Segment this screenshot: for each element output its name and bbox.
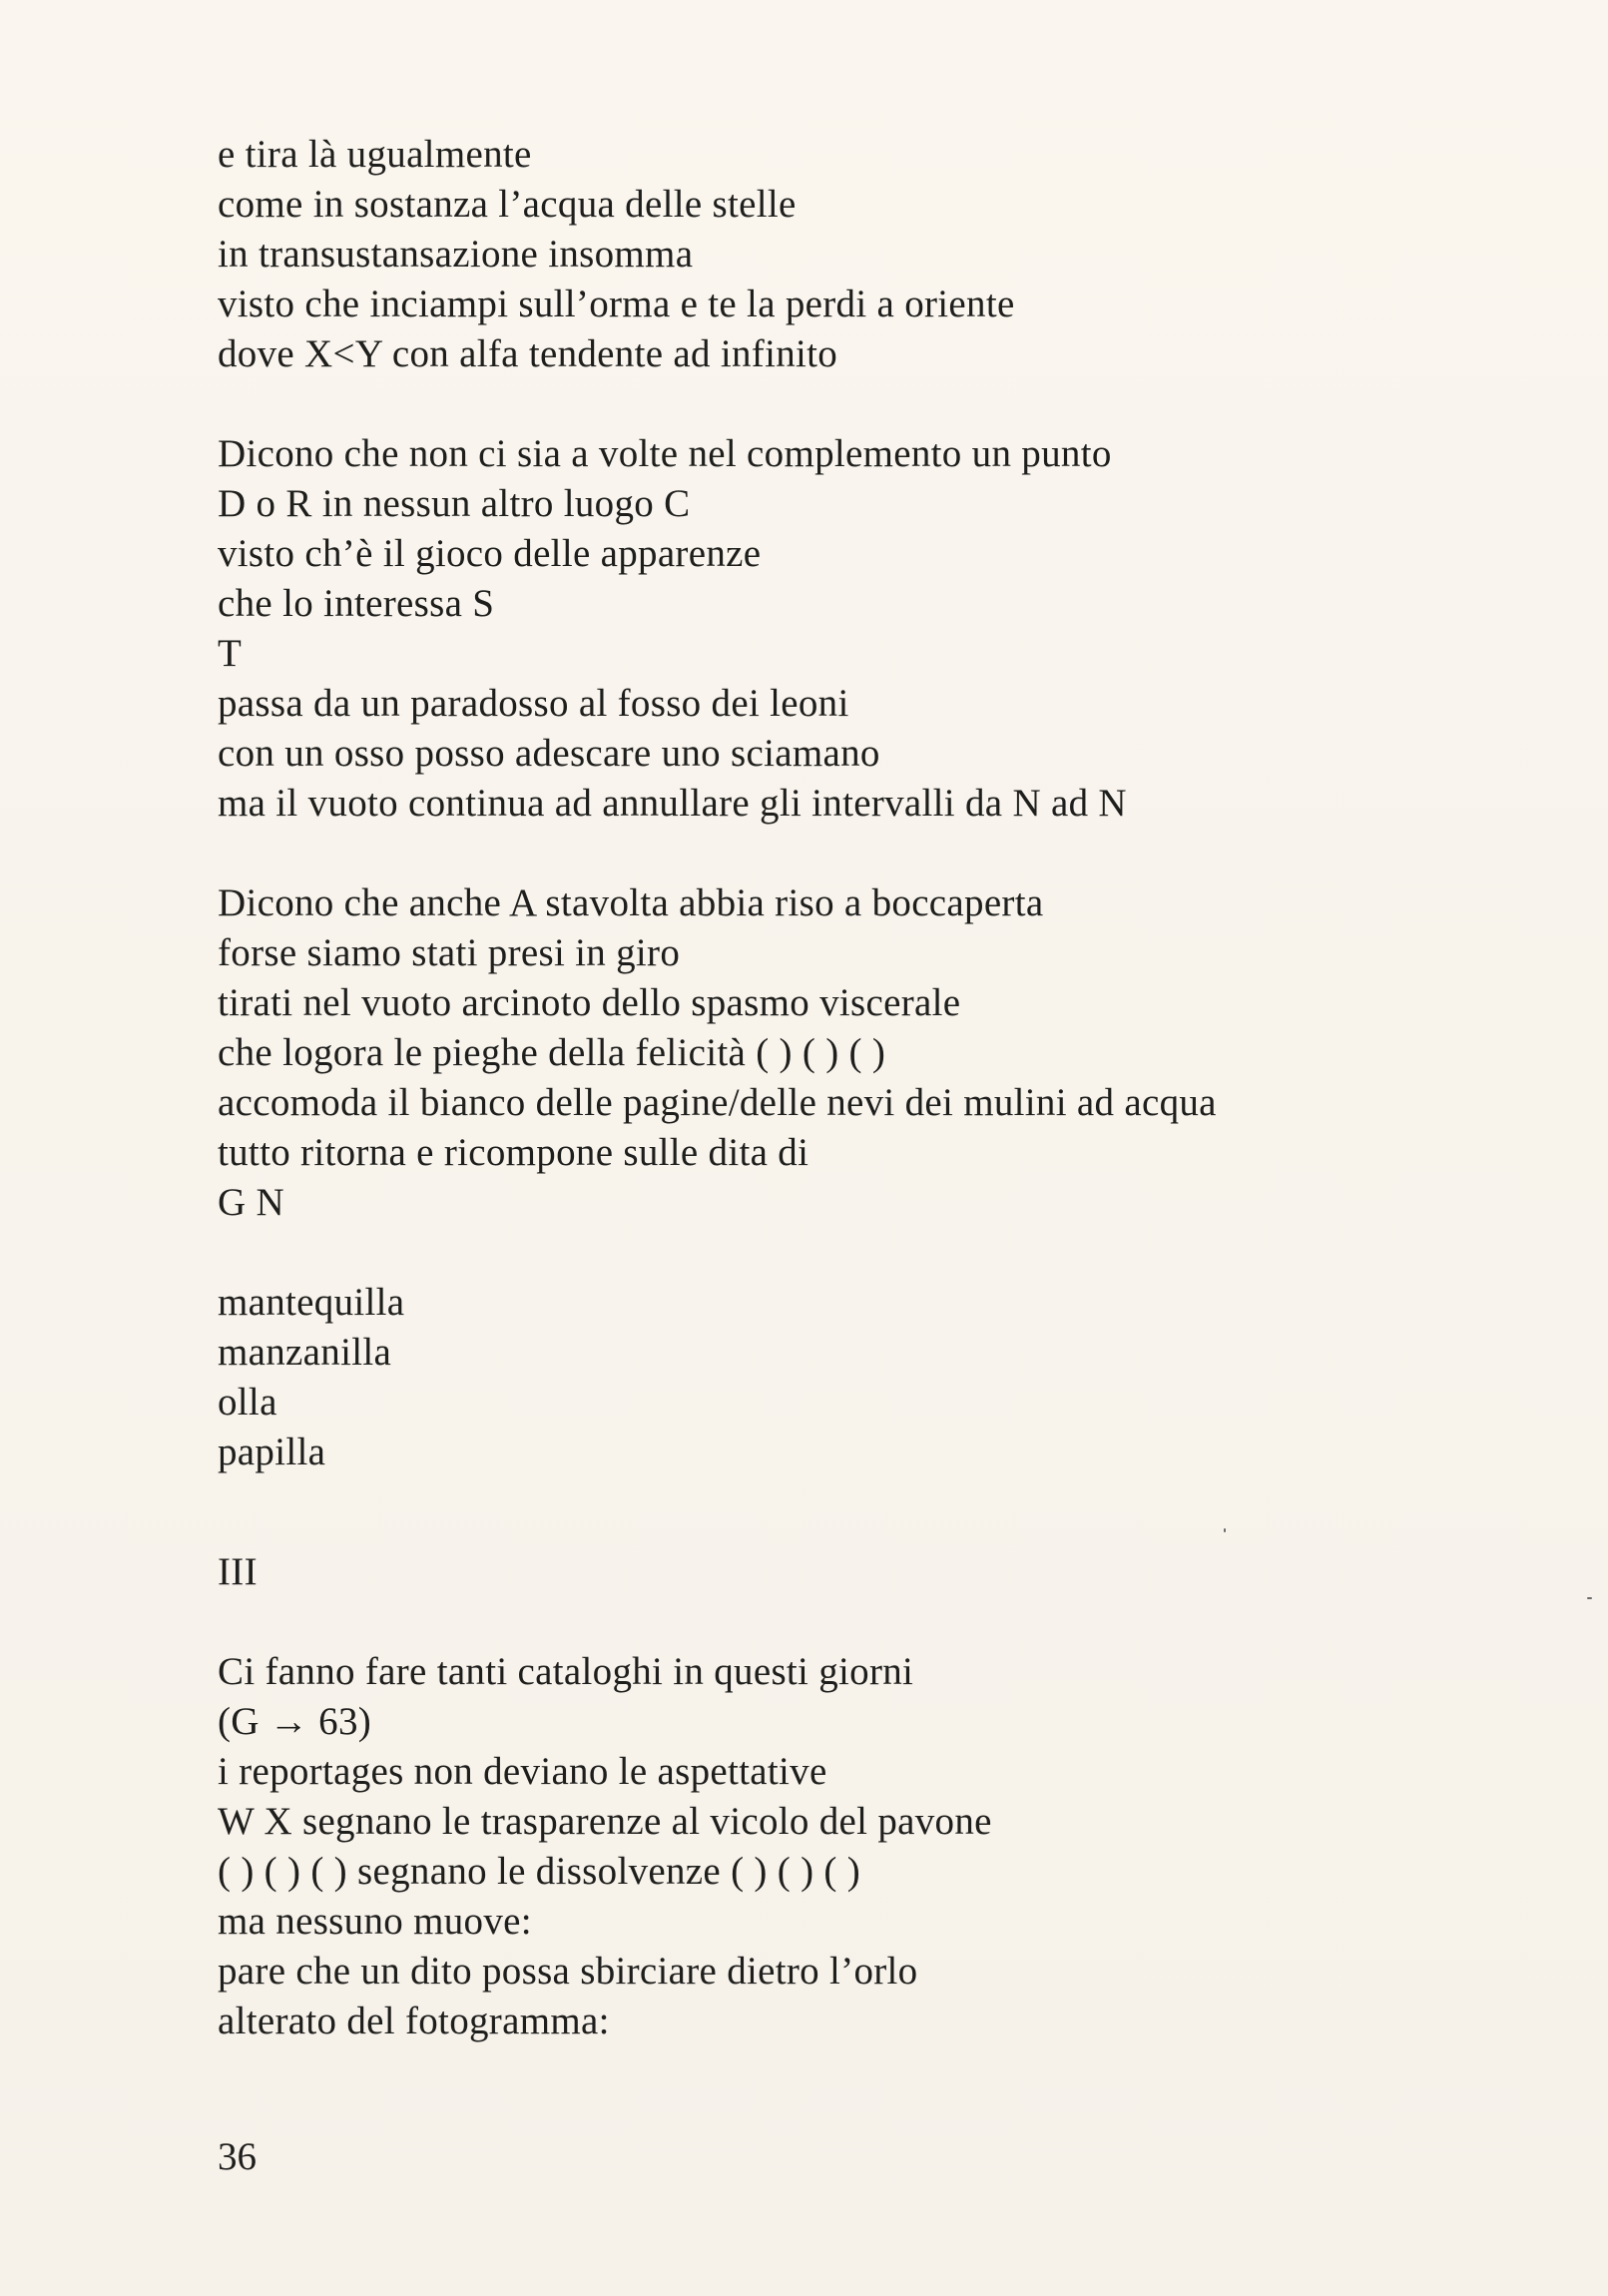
page-number: 36 (218, 2135, 257, 2178)
poem-line: mantequilla (218, 1281, 405, 1324)
poem-line: tutto ritorna e ricompone sulle dita di (218, 1131, 809, 1174)
paper-speck (1224, 1528, 1226, 1532)
poem-line: passa da un paradosso al fosso dei leoni (218, 682, 849, 725)
poem-line: papilla (218, 1431, 326, 1473)
poem-line: ma nessuno muove: (218, 1900, 532, 1943)
poem-line: con un osso posso adescare uno sciamano (218, 732, 880, 775)
poem-line: tirati nel vuoto arcinoto dello spasmo viscerale (218, 981, 961, 1024)
poem-body (218, 130, 1535, 2096)
paper-speck (1587, 1597, 1592, 1599)
poem-line: ma il vuoto continua ad annullare gli intervalli da N ad N (218, 782, 1127, 825)
poem-line: visto ch’è il gioco delle apparenze (218, 532, 762, 575)
poem-line: che logora le pieghe della felicità ( ) ( ) ( ) (218, 1031, 886, 1074)
poem-line: manzanilla (218, 1331, 392, 1374)
poem-line: dove X<Y con alfa tendente ad infinito (218, 332, 838, 375)
poem-line: pare che un dito possa sbirciare dietro l’orlo (218, 1950, 918, 1993)
poem-line: (G → 63) (218, 1700, 372, 1743)
poem-line: i reportages non deviano le aspettative (218, 1750, 827, 1793)
poem-line: visto che inciampi sull’orma e te la perdi a oriente (218, 283, 1015, 325)
stanza-2 (218, 429, 1535, 829)
section-stanza (218, 1647, 1535, 2046)
poem-line: W X segnano le trasparenze al vicolo del pavone (218, 1800, 992, 1843)
poem-line: accomoda il bianco delle pagine/delle nevi dei mulini ad acqua (218, 1081, 1217, 1124)
stanza-3 (218, 878, 1535, 1228)
poem-line: ( ) ( ) ( ) segnano le dissolvenze ( ) ( ) ( ) (218, 1850, 861, 1893)
stanza-4 (218, 1278, 1535, 1477)
stanza-1 (218, 130, 1535, 379)
section-heading: III (218, 1550, 258, 1593)
poem-line: che lo interessa S (218, 582, 495, 625)
poem-line: in transustansazione insomma (218, 233, 694, 276)
poem-line: T (218, 632, 243, 675)
poem-line: alterato del fotogramma: (218, 2000, 610, 2042)
poem-line: Ci fanno fare tanti cataloghi in questi giorni (218, 1650, 914, 1693)
poem-line: G N (218, 1181, 284, 1224)
poem-line: olla (218, 1381, 277, 1424)
poem-line: come in sostanza l’acqua delle stelle (218, 183, 797, 226)
poem-line: e tira là ugualmente (218, 133, 532, 176)
poem-line: forse siamo stati presi in giro (218, 931, 681, 974)
poem-line: Dicono che anche A stavolta abbia riso a boccaperta (218, 881, 1044, 924)
poem-line: D o R in nessun altro luogo C (218, 482, 691, 525)
poem-line: Dicono che non ci sia a volte nel complemento un punto (218, 432, 1112, 475)
